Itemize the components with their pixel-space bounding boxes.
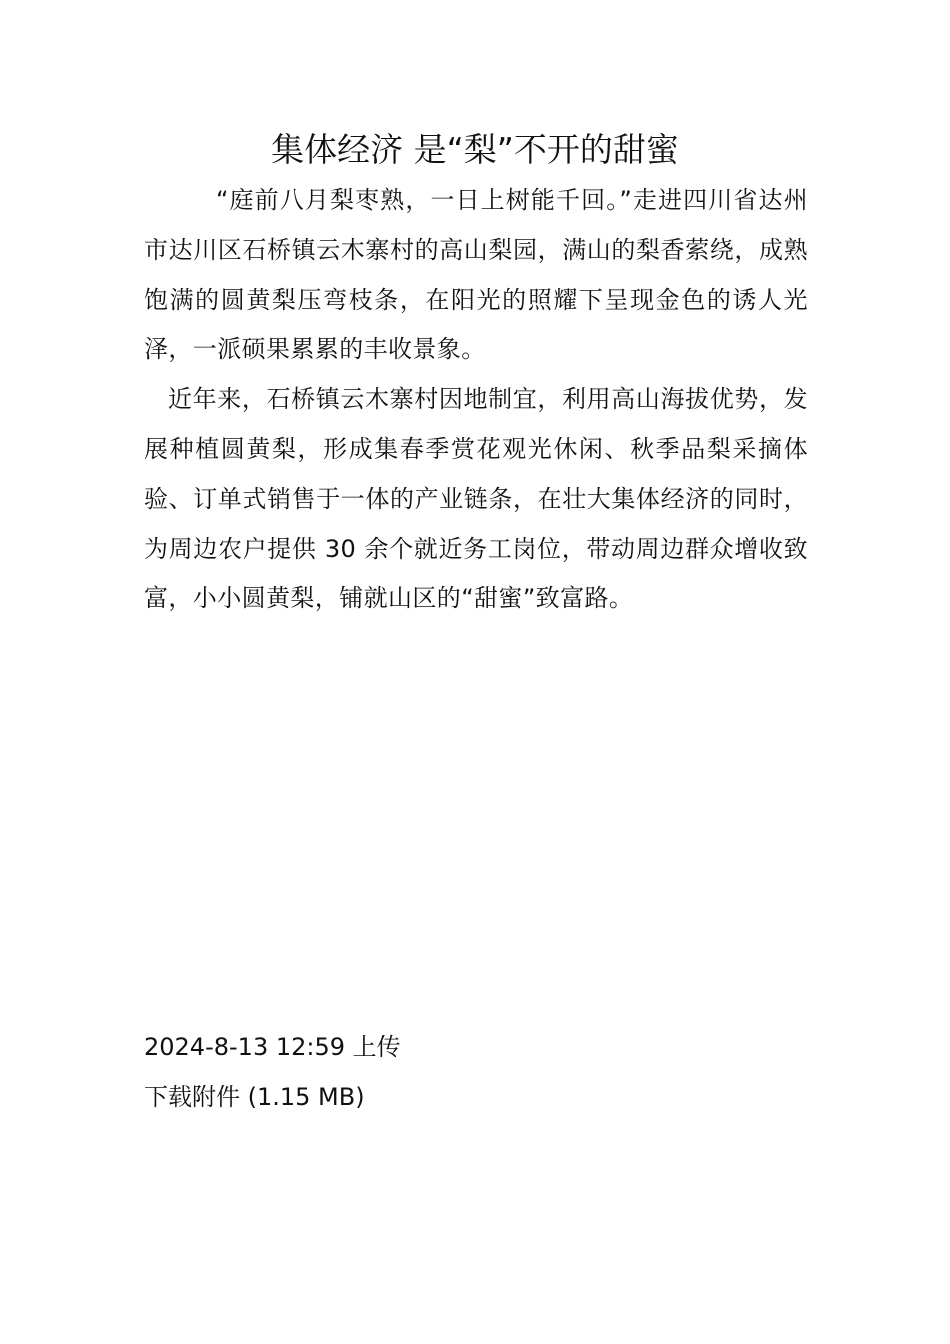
attachment-info: [144, 1022, 808, 1122]
article-paragraph: “庭前八月梨枣熟，一日上树能千回。”走进四川省达州市达川区石桥镇云木寨村的高山梨园，满山的梨香萦绕，成熟饱满的圆黄梨压弯枝条，在阳光的照耀下呈现金色的诱人光泽，一派硕果累累的丰收景象。: [144, 186, 808, 364]
article-title: 集体经济 是“梨”不开的甜蜜: [271, 130, 679, 169]
download-attachment-link[interactable]: 下载附件 (1.15 MB): [144, 1083, 365, 1111]
article-paragraph: 近年来，石桥镇云木寨村因地制宜，利用高山海拔优势，发展种植圆黄梨，形成集春季赏花观光休闲、秋季品梨采摘体验、订单式销售于一体的产业链条，在壮大集体经济的同时，为周边农户提供 30 余个就近务工岗位，带动周边群众增收致富，小小圆黄梨，铺就山区的“甜蜜”致富路。: [144, 385, 808, 613]
article-body: [144, 176, 808, 624]
upload-timestamp: 2024-8-13 12:59 上传: [144, 1033, 401, 1061]
